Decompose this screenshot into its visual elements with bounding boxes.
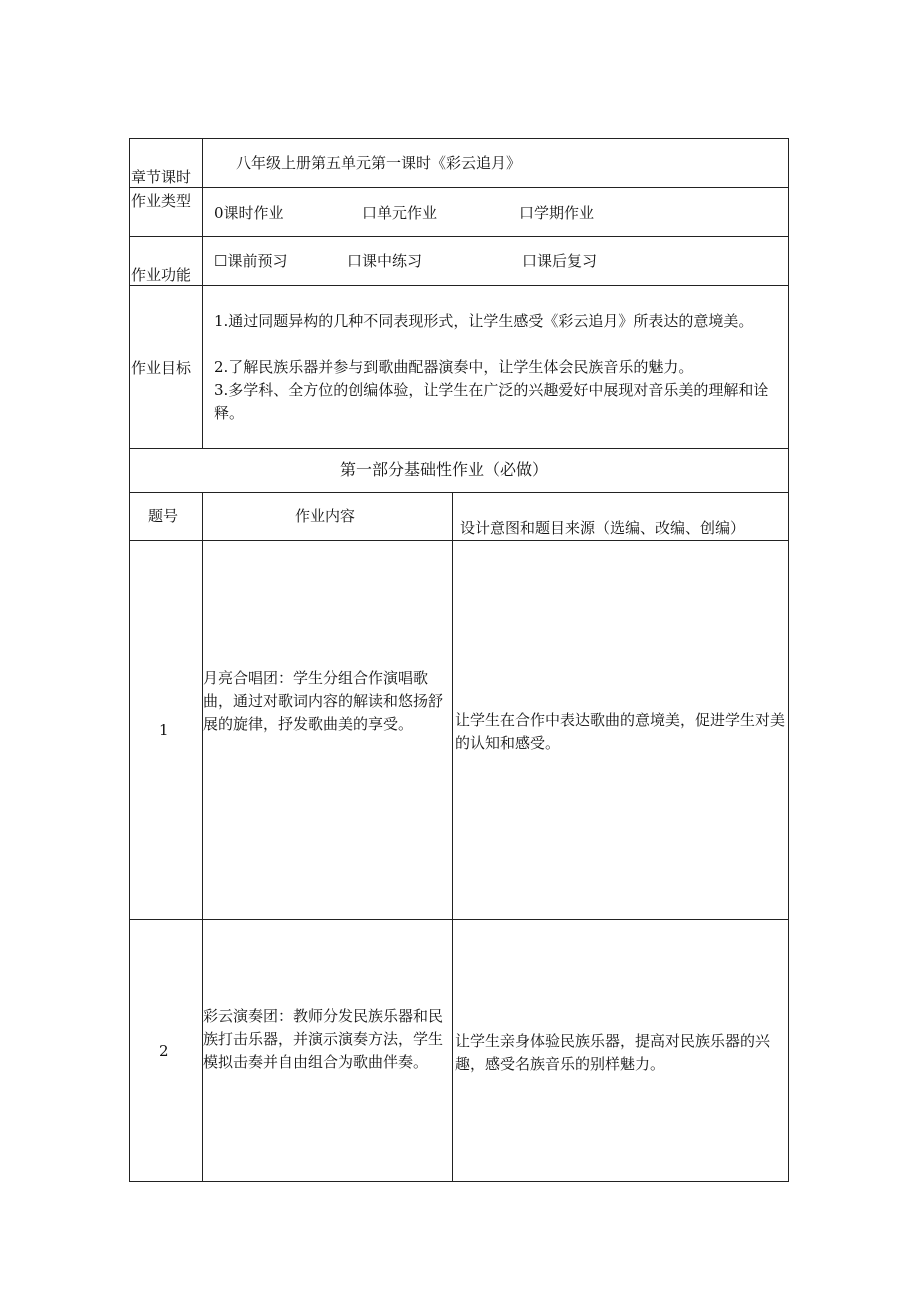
row-divider <box>130 187 788 188</box>
type-option-unit[interactable]: 口单元作业 <box>362 204 438 222</box>
column-header-intent: 设计意图和题目来源（选编、改编、创编） <box>460 519 746 537</box>
row-1-number: 1 <box>159 721 169 739</box>
row-1-intent: 让学生在合作中表达歌曲的意境美，促进学生对美的认知和感受。 <box>455 711 786 752</box>
column-divider <box>452 492 453 1181</box>
section-title: 第一部分基础性作业（必做） <box>340 460 549 479</box>
row-2-intent: 让学生亲身体验民族乐器，提高对民族乐器的兴趣，感受名族音乐的别样魅力。 <box>455 1032 771 1073</box>
type-option-lesson[interactable]: 0课时作业 <box>214 204 284 222</box>
row-divider <box>130 919 788 920</box>
row-divider <box>130 448 788 449</box>
row-divider <box>130 540 788 541</box>
column-divider <box>202 139 203 448</box>
goal-item-2: 2.了解民族乐器并参与到歌曲配器演奏中，让学生体会民族音乐的魅力。 <box>214 358 694 376</box>
row-divider <box>130 492 788 493</box>
function-label: 作业功能 <box>131 266 192 284</box>
function-option-review[interactable]: 口课后复习 <box>522 252 598 270</box>
goal-item-1: 1.通过同题异构的几种不同表现形式，让学生感受《彩云追月》所表达的意境美。 <box>214 312 754 330</box>
goal-item-3: 3.多学科、全方位的创编体验，让学生在广泛的兴趣爱好中展现对音乐美的理解和诠释。 <box>214 381 769 422</box>
function-option-preview[interactable]: ☐课前预习 <box>214 252 288 270</box>
row-1-content: 月亮合唱团：学生分组合作演唱歌曲，通过对歌词内容的解读和悠扬舒展的旋律，抒发歌曲美的享受。 <box>203 669 444 733</box>
row-2-number: 2 <box>159 1042 169 1060</box>
type-label: 作业类型 <box>131 192 192 210</box>
row-divider <box>130 236 788 237</box>
column-divider <box>202 492 203 1181</box>
function-option-practice[interactable]: 口课中练习 <box>347 252 423 270</box>
type-option-semester[interactable]: 口学期作业 <box>519 204 595 222</box>
chapter-label: 章节课时 <box>131 168 192 186</box>
row-2-content: 彩云演奏团：教师分发民族乐器和民族打击乐器，并演示演奏方法，学生模拟击奏并自由组合为歌曲伴奏。 <box>203 1007 444 1071</box>
column-header-number: 题号 <box>148 507 179 525</box>
goal-label: 作业目标 <box>131 359 192 377</box>
column-header-content: 作业内容 <box>295 507 356 525</box>
chapter-value: 八年级上册第五单元第一课时《彩云追月》 <box>236 154 522 172</box>
row-divider <box>130 285 788 286</box>
